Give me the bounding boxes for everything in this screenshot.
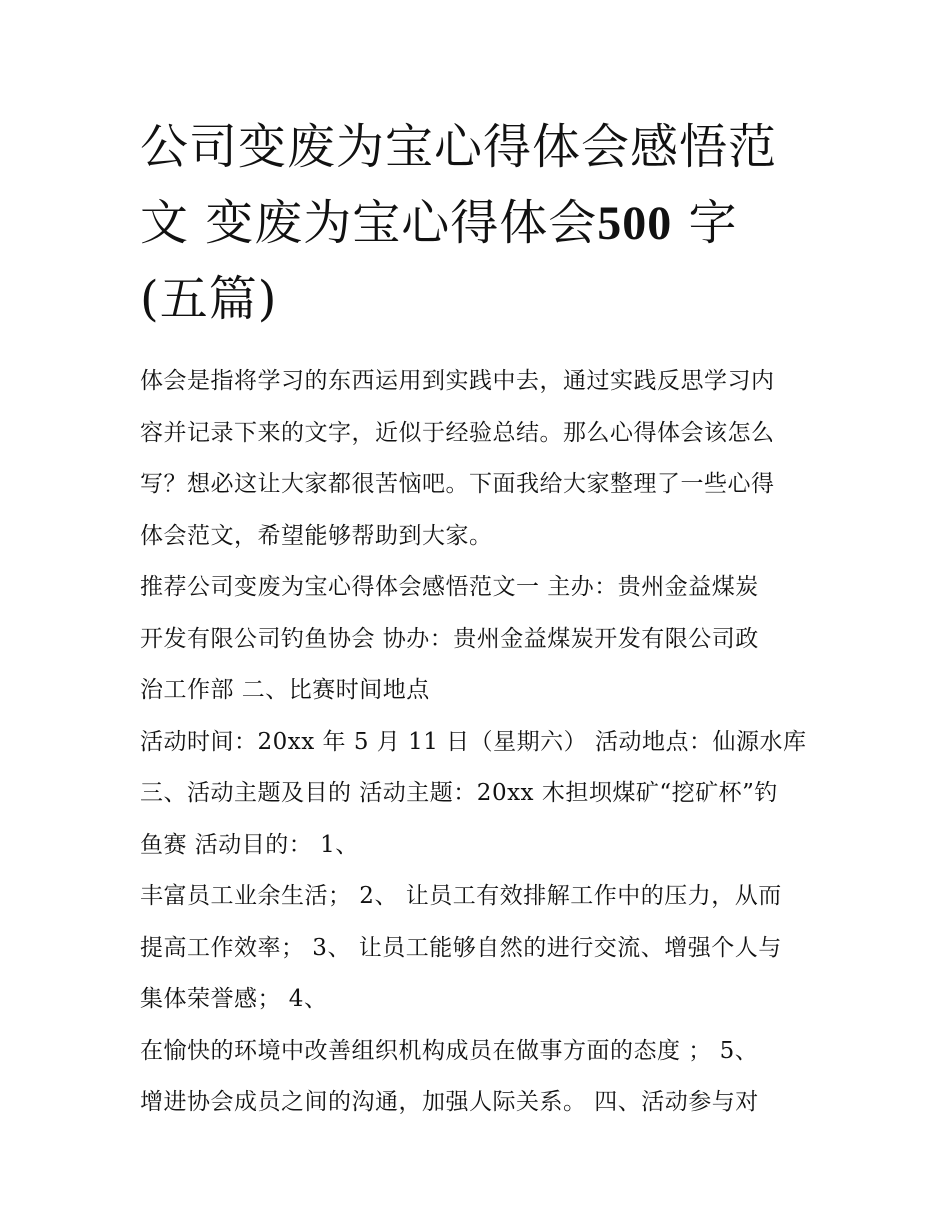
- title-line-2-suffix: 字: [672, 195, 738, 251]
- text-line: 丰富员工业余生活； 2、 让员工有效排解工作中的压力，从而: [140, 883, 782, 909]
- paragraph-organizers: [140, 562, 830, 717]
- text-line: 体会范文，希望能够帮助到大家。: [140, 522, 493, 549]
- title-number: 500: [597, 197, 673, 250]
- text-line: 增进协会成员之间的沟通，加强人际关系。 四、活动参与对: [140, 1089, 759, 1115]
- text-line: 写？想必这让大家都很苦恼吧。下面我给大家整理了一些心得: [140, 471, 775, 497]
- text-line: 活动时间：20xx 年 5 月 11 日（星期六） 活动地点：仙源水库: [140, 728, 807, 755]
- text-line: 容并记录下来的文字，近似于经验总结。那么心得体会该怎么: [140, 419, 775, 446]
- document-body: [140, 356, 830, 1129]
- text-line: 集体荣誉感； 4、: [140, 986, 328, 1012]
- text-line: 治工作部 二、比赛时间地点: [140, 677, 430, 703]
- text-line: 在愉快的环境中改善组织机构成员在做事方面的态度 ； 5、: [140, 1037, 759, 1064]
- document-title: [140, 112, 830, 340]
- title-line-2-text: 文 变废为宝心得体会: [140, 195, 598, 251]
- title-line-1: 公司变废为宝心得体会感悟范: [140, 119, 778, 175]
- text-line: 开发有限公司钓鱼协会 协办：贵州金益煤炭开发有限公司政: [140, 625, 759, 652]
- title-line-2: [140, 188, 830, 264]
- paragraph-time-place: [140, 717, 830, 872]
- text-line: 推荐公司变废为宝心得体会感悟范文一 主办：贵州金益煤炭: [140, 574, 759, 600]
- text-line: 提高工作效率； 3、 让员工能够自然的进行交流、增强个人与: [140, 934, 782, 961]
- paragraph-goals: [140, 871, 830, 1026]
- title-line-3: (五篇): [140, 271, 278, 327]
- text-line: 三、活动主题及目的 活动主题：20xx 木担坝煤矿“挖矿杯”钓: [140, 780, 778, 806]
- paragraph-intro: [140, 356, 830, 562]
- paragraph-goals-continued: [140, 1026, 830, 1129]
- text-line: 体会是指将学习的东西运用到实践中去，通过实践反思学习内: [140, 368, 775, 394]
- text-line: 鱼赛 活动目的： 1、: [140, 831, 359, 858]
